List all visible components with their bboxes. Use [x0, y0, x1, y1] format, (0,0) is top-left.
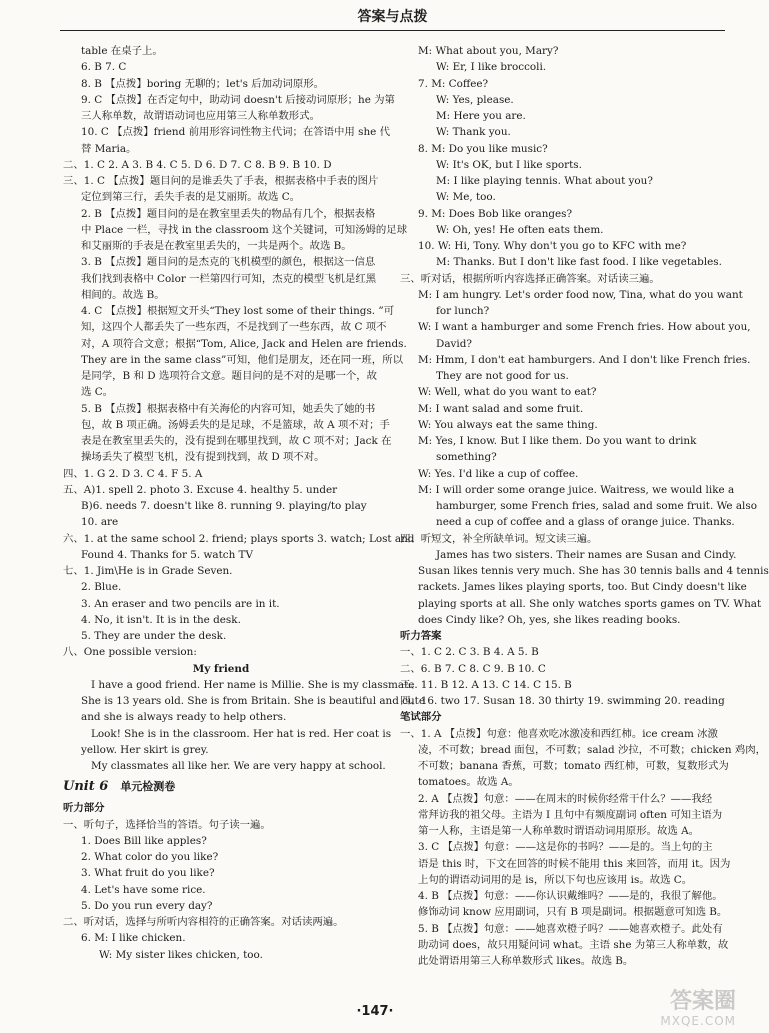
unit-heading — [63, 774, 379, 800]
text-line: 替 Maria。 — [81, 142, 137, 155]
unit-title: Unit 6 — [63, 779, 109, 795]
unit-subtitle: 单元检测卷 — [120, 780, 176, 794]
text-line: 三、1. C 【点拨】题目问的是谁丢失了手表，根据表格中手表的图片 — [63, 175, 379, 187]
text-line: They are not good for us. — [436, 370, 569, 382]
text-line: 5. B 【点拨】根据表格中有关海伦的内容可知，她丢失了她的书 — [81, 402, 376, 415]
text-line: 三、听对话，根据所听内容选择正确答案。对话读三遍。 — [400, 272, 660, 285]
text-line: W: You always eat the same thing. — [418, 418, 598, 431]
text-line: 2. B 【点拨】题目问的是在教室里丢失的物品有几个，根据表格 — [81, 207, 376, 220]
text-line: 3. B 【点拨】题目问的是杰克的飞机模型的颜色，根据这一信息 — [81, 256, 376, 269]
text-line: 我们找到表格中 Color 一栏第四行可知，杰克的模型飞机是红黑 — [81, 272, 377, 285]
text-line: 7. M: Coffee? — [418, 77, 489, 90]
text-line: need a cup of coffee and a glass of orange juice. Thanks. — [436, 516, 735, 529]
right-column — [400, 43, 769, 969]
text-line: 常拜访我的祖父母。主语为 I 且句中有频度副词 often 可知主语为 — [418, 808, 723, 821]
text-line: David? — [436, 337, 472, 350]
text-line: W: It's OK, but I like sports. — [436, 158, 582, 171]
text-line: 八、One possible version: — [63, 646, 197, 659]
text-line: 五、A)1. spell 2. photo 3. Excuse 4. healthy 5. under — [63, 483, 338, 496]
text-line: 4. No, it isn't. It is in the desk. — [81, 613, 241, 626]
page-number: ·147· — [356, 1004, 394, 1019]
text-line: 4. C 【点拨】根据短文开头“They lost some of their things. ”可 — [81, 305, 395, 317]
text-line: M: Here you are. — [436, 110, 526, 122]
text-line: 语是 this 时，下文在回答的时候不能用 this 来回答，而用 it。因为 — [418, 857, 731, 870]
text-line: 2. A 【点拨】句意：——在周末的时候你经常干什么？——我经 — [418, 792, 713, 805]
text-line: 4. Let's have some rice. — [81, 883, 206, 896]
text-line: W: Er, I like broccoli. — [436, 61, 547, 74]
text-line: 一、听句子，选择恰当的答语。句子读一遍。 — [63, 818, 271, 831]
text-line: yellow. Her skirt is grey. — [81, 743, 209, 756]
text-line: 知，这四个人都丢失了一些东西，不是找到了一些东西，故 C 项不 — [81, 321, 387, 334]
text-line: playing sports at all. She only watches sports games on TV. What — [418, 597, 762, 610]
text-line: 10. are — [81, 516, 119, 529]
text-line: I have a good friend. Her name is Millie. She is my classmate. — [91, 678, 418, 691]
header-divider — [60, 30, 725, 31]
text-line: 定位到第三行，丢失手表的是艾丽斯。故选 C。 — [81, 191, 301, 204]
text-line: 助动词 does，故只用疑问词 what。主语 she 为第三人称单数，故 — [418, 938, 729, 951]
text-line: and she is always ready to help others. — [81, 711, 287, 724]
text-line: 三人称单数，故谓语动词也应用第三人称单数形式。 — [81, 110, 320, 122]
text-line: 2. Blue. — [81, 581, 122, 594]
text-line: 四、1. G 2. D 3. C 4. F 5. A — [63, 467, 203, 480]
text-line: W: My sister likes chicken, too. — [99, 948, 263, 961]
text-line: 二、1. C 2. A 3. B 4. C 5. D 6. D 7. C 8. B 9. B 10. D — [63, 158, 332, 171]
text-line: 2. What color do you like? — [81, 851, 219, 863]
text-line: tomatoes。故选 A。 — [418, 776, 519, 789]
text-line: 凌，不可数；bread 面包，不可数；salad 沙拉，不可数；chicken 鸡肉， — [418, 743, 766, 756]
text-line: 六、1. at the same school 2. friend; plays sports 3. watch; Lost and — [63, 532, 415, 545]
watermark-url: MXQE.COM — [660, 1014, 736, 1028]
text-line: 4. B 【点拨】句意：——你认识戴维吗？——是的，我很了解他。 — [418, 890, 723, 902]
text-line: 第一人称，主语是第一人称单数时谓语动词用原形。故选 A。 — [418, 825, 699, 837]
text-line: 相间的。故选 B。 — [81, 288, 165, 301]
text-line: 此处谓语用第三人称单数形式 likes。故选 B。 — [418, 955, 634, 967]
text-line: 8. B 【点拨】boring 无聊的；let's 后加动词原形。 — [81, 77, 324, 90]
text-line: 二、6. B 7. C 8. C 9. B 10. C — [400, 662, 546, 675]
text-line: B)6. needs 7. doesn't like 8. running 9. playing/to play — [81, 500, 367, 512]
text-line: 一、1. A 【点拨】句意：他喜欢吃冰激凌和西红柿。ice cream 冰激 — [400, 727, 718, 740]
text-line: W: Yes. I'd like a cup of coffee. — [418, 467, 579, 480]
text-line: 5. Do you run every day? — [81, 899, 213, 912]
text-line: W: Me, too. — [436, 191, 496, 204]
text-line: 修饰动词 know 应用副词，只有 B 项是副词。根据题意可知选 B。 — [418, 906, 728, 919]
text-line: 二、听对话，选择与所听内容相符的正确答案。对话读两遍。 — [63, 916, 344, 928]
text-line: 一、1. C 2. C 3. B 4. A 5. B — [400, 646, 539, 659]
text-line: 9. C 【点拨】在否定句中，助动词 doesn't 后接动词原形；he 为第 — [81, 93, 395, 106]
text-line: for lunch? — [436, 305, 490, 317]
text-line: 上句的谓语动词用的是 is，所以下句也应该用 is。故选 C。 — [418, 873, 693, 886]
text-line: hamburger, some French fries, salad and some fruit. We also — [436, 500, 757, 512]
page-header-title: 答案与点拨 — [357, 9, 428, 25]
text-line: M: Hmm, I don't eat hamburgers. And I don't like French fries. — [418, 353, 751, 366]
text-line: W: Oh, yes! He often eats them. — [436, 223, 604, 236]
text-line: 操场丢失了模型飞机，没有提到找到，故 D 项不对。 — [81, 451, 325, 464]
text-line: something? — [436, 451, 497, 464]
essay-title: My friend — [192, 662, 250, 675]
text-line: They are in the same class”可知，他们是朋友，还在同一班，所以 — [81, 353, 403, 366]
text-line: M: What about you, Mary? — [418, 45, 559, 57]
text-line: 四、听短文，补全所缺单词。短文读三遍。 — [400, 532, 598, 545]
page-header — [60, 0, 725, 36]
text-line: rackets. James likes playing sports, too. But Cindy doesn't like — [418, 581, 747, 594]
watermark-logo — [616, 990, 736, 1030]
text-line: M: I want salad and some fruit. — [418, 402, 584, 415]
text-line: M: I will order some orange juice. Waitress, we would like a — [418, 483, 735, 496]
text-line: She is 13 years old. She is from Britain. She is beautiful and cute — [81, 695, 426, 707]
text-line: table 在桌子上。 — [81, 45, 163, 57]
text-line: 七、1. Jim\He is in Grade Seven. — [63, 565, 233, 577]
text-line: 是同学，B 和 D 选项符合文意。题目问的是不对的是哪一个，故 — [81, 370, 378, 382]
text-line: W: Well, what do you want to eat? — [418, 386, 597, 399]
text-line: Look! She is in the classroom. Her hat is red. Her coat is — [91, 727, 392, 740]
text-line: 10. W: Hi, Tony. Why don't you go to KFC with me? — [418, 240, 687, 252]
text-line: 5. They are under the desk. — [81, 630, 227, 642]
text-line: 对，A 项符合文意；根据“Tom, Alice, Jack and Helen are friends. — [81, 337, 407, 350]
text-line: 3. C 【点拨】句意：——这是你的书吗？——是的。当上句的主 — [418, 841, 713, 854]
text-line: W: Thank you. — [436, 126, 511, 139]
text-line: 包，故 B 项正确。汤姆丢失的是足球，不是篮球，故 A 项不对；手 — [81, 418, 390, 431]
text-line: 中 Place 一栏，寻找 in the classroom 这个关键词，可知汤姆的足球 — [81, 223, 408, 236]
text-line: 3. What fruit do you like? — [81, 867, 215, 880]
text-line: 3. An eraser and two pencils are in it. — [81, 597, 280, 610]
text-line: James has two sisters. Their names are Susan and Cindy. — [436, 548, 737, 561]
text-line: M: I like playing tennis. What about you? — [436, 175, 653, 187]
text-line: 6. M: I like chicken. — [81, 932, 186, 945]
text-line: M: Yes, I know. But I like them. Do you want to drink — [418, 435, 697, 447]
text-line: 三、11. B 12. A 13. C 14. C 15. B — [400, 678, 572, 691]
text-line: M: I am hungry. Let's order food now, Tina, what do you want — [418, 288, 743, 301]
section-heading: 笔试部分 — [400, 711, 442, 724]
text-line: 8. M: Do you like music? — [418, 142, 548, 155]
text-line: 和艾丽斯的手表是在教室里丢失的，一共是两个。故选 B。 — [81, 240, 352, 252]
text-line: W: I want a hamburger and some French fries. How about you, — [418, 321, 751, 334]
text-line: 四、16. two 17. Susan 18. 30 thirty 19. swimming 20. reading — [400, 695, 725, 707]
text-line: Susan likes tennis very much. She has 30 tennis balls and 4 tennis — [418, 565, 769, 577]
text-line: Found 4. Thanks for 5. watch TV — [81, 548, 253, 561]
text-line: 6. B 7. C — [81, 61, 127, 74]
text-line: My classmates all like her. We are very happy at school. — [91, 760, 386, 772]
watermark-text: 答案圈 — [669, 989, 736, 1014]
text-line: W: Yes, please. — [436, 93, 514, 106]
text-line: 选 C。 — [81, 386, 114, 399]
section-heading: 听力答案 — [400, 630, 442, 642]
text-line: 10. C 【点拨】friend 前用形容词性物主代词；在答语中用 she 代 — [81, 126, 390, 139]
text-line: M: Thanks. But I don't like fast food. I like vegetables. — [436, 256, 722, 269]
section-heading: 听力部分 — [63, 802, 105, 815]
text-line: 1. Does Bill like apples? — [81, 834, 207, 847]
text-line: does Cindy like? Oh, yes, she likes reading books. — [418, 613, 681, 626]
text-line: 表是在教室里丢失的，没有提到在哪里找到，故 C 项不对；Jack 在 — [81, 435, 392, 447]
text-line: 不可数；banana 香蕉，可数；tomato 西红柿，可数，复数形式为 — [418, 760, 729, 772]
text-line: 9. M: Does Bob like oranges? — [418, 207, 573, 220]
text-line: 5. B 【点拨】句意：——她喜欢橙子吗？——她喜欢橙子。此处有 — [418, 922, 723, 935]
